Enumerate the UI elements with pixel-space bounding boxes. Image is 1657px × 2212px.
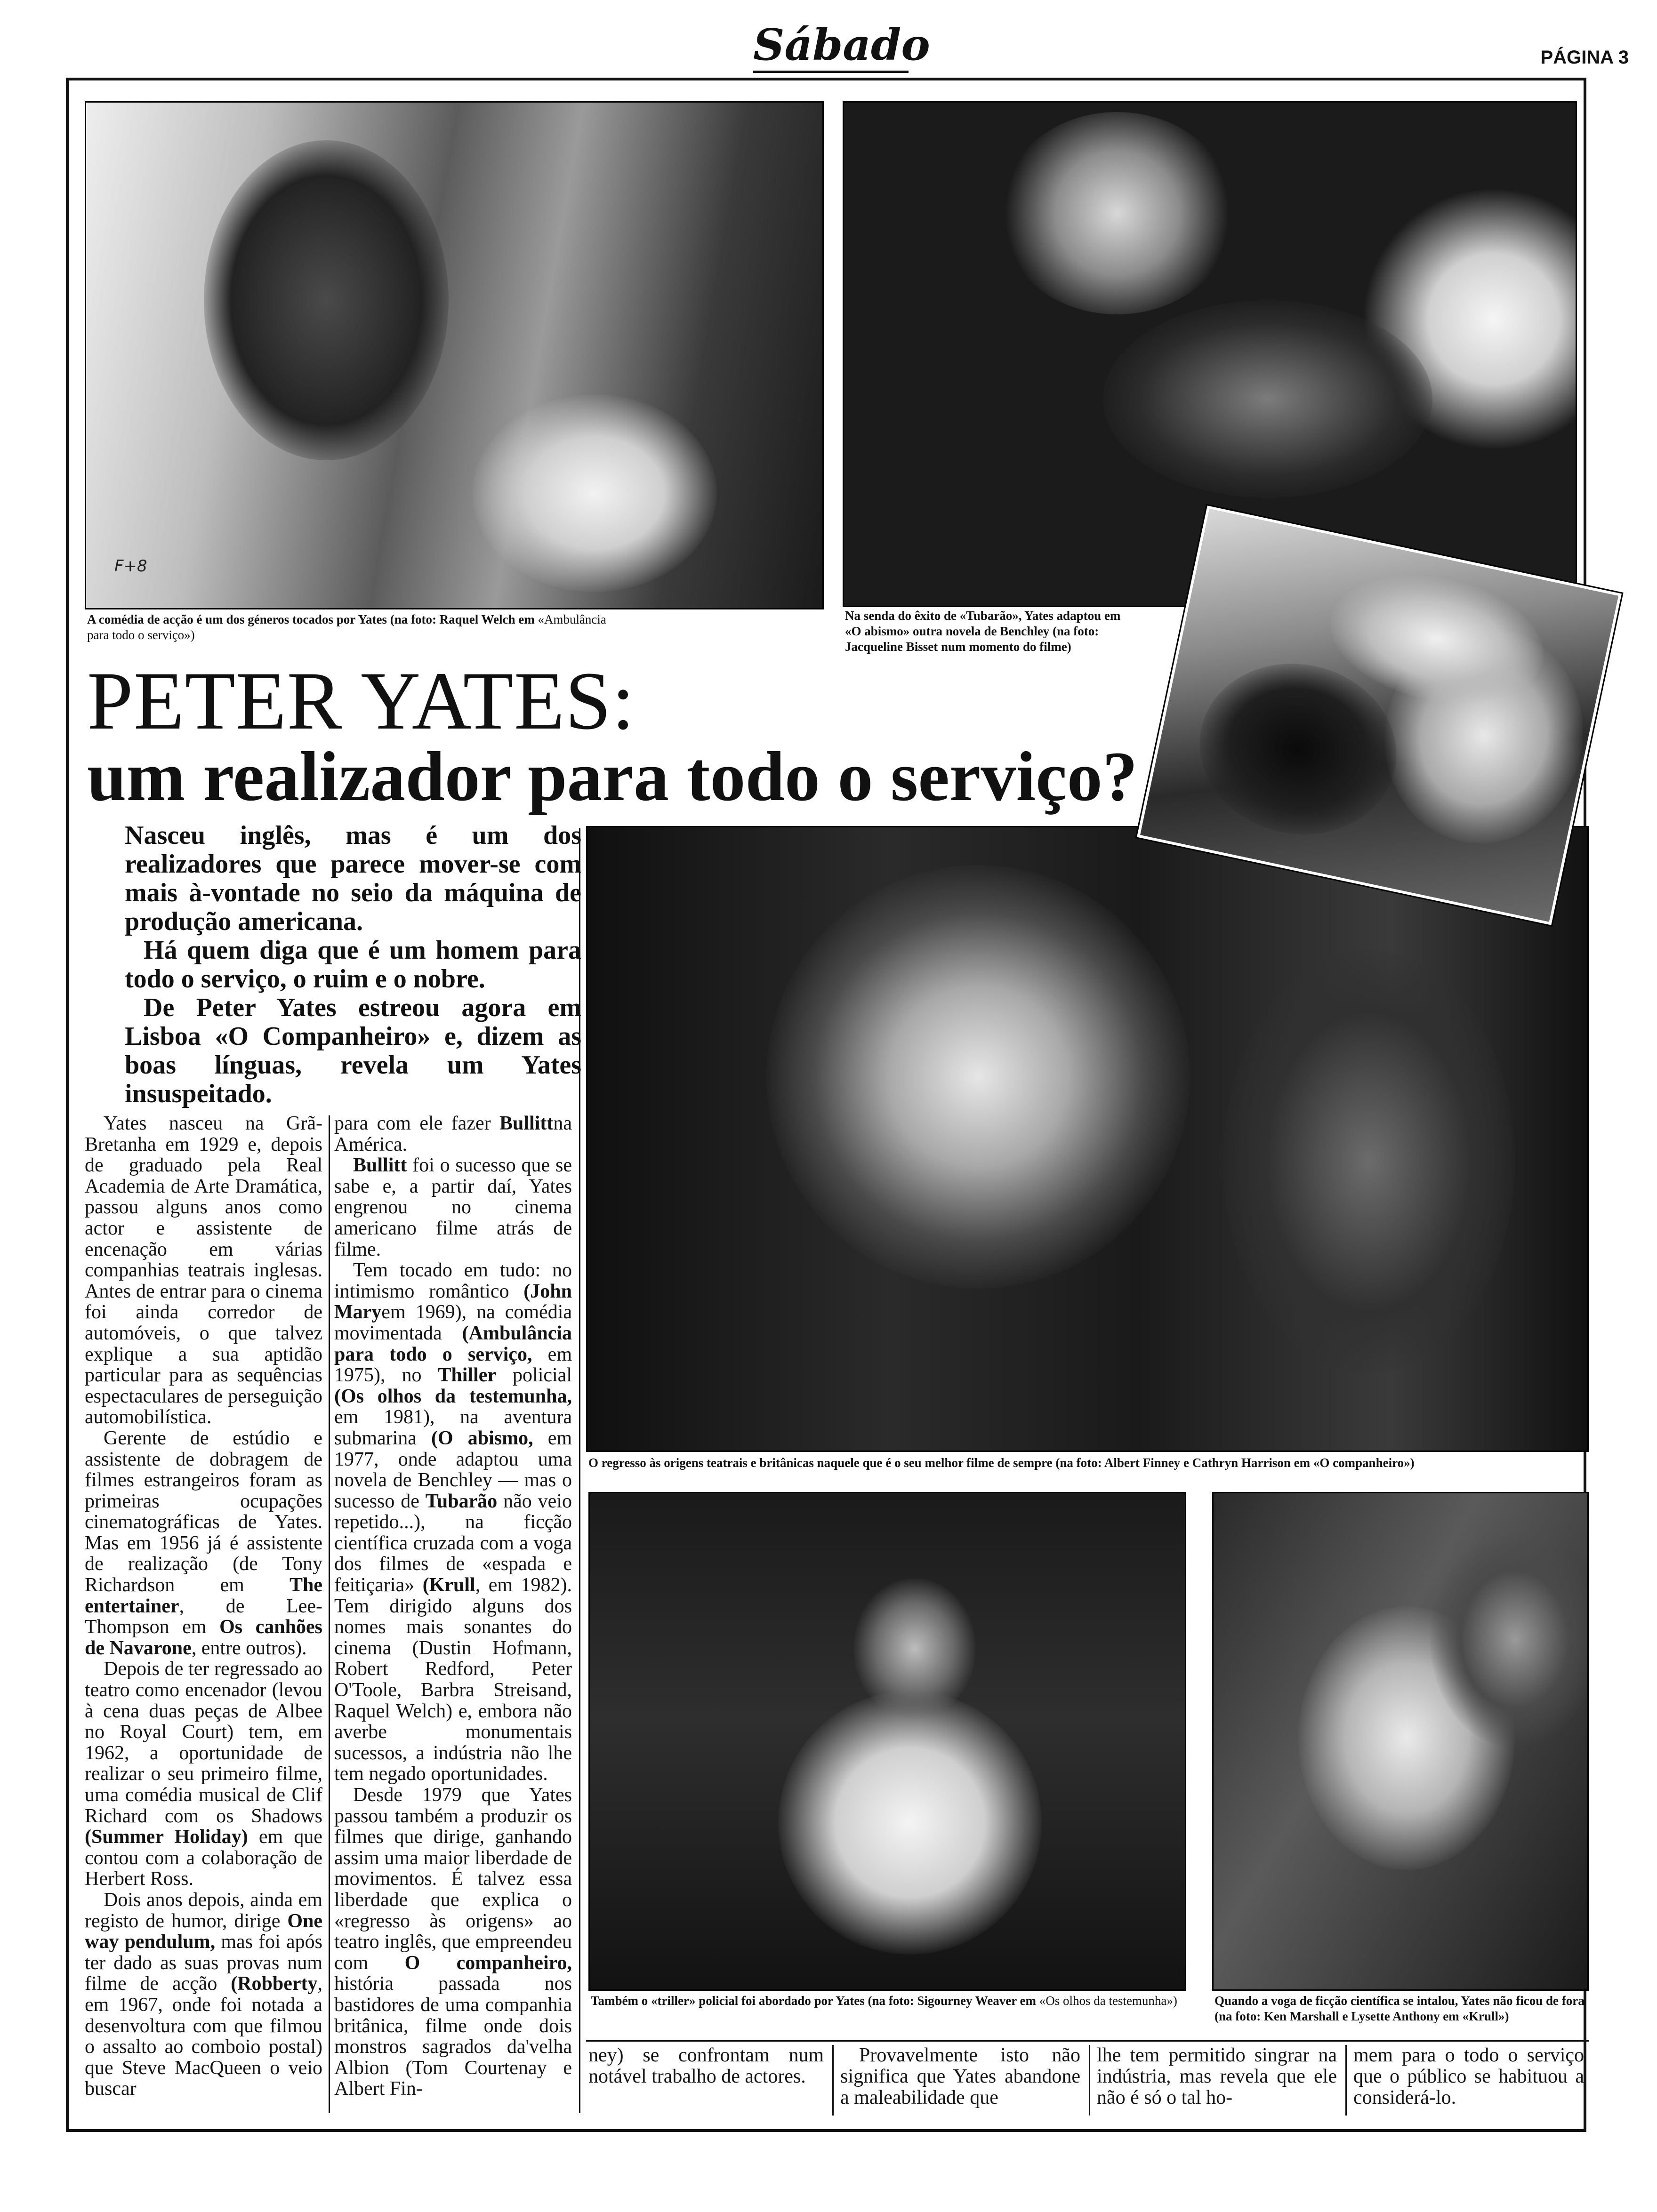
body-text: mem para o todo o serviço que o público se habituou a considerá-lo. (1353, 2044, 1584, 2108)
body-text: ney) se confrontam num notável trabalho de actores. (588, 2044, 824, 2087)
film-title: One way pendulum, (85, 1910, 322, 1953)
film-title: Thiller (438, 1364, 497, 1387)
photo-albert-finney (586, 826, 1589, 1452)
body-text: Provavelmente isto não significa que Yates abandone a maleabilidade que (840, 2044, 1080, 2108)
body-text: policial (496, 1364, 572, 1387)
body-text: , em 1982). Tem dirigido alguns dos nomes mais sonantes do cinema (Dustin Hofmann, Robert Redford, Peter O'Toole, Barbra Streisand, Raquel Welch) e, embora não averbe monumentais sucessos, a indústria não lhe tem negado oportunidades. (334, 1574, 572, 1785)
column-rule (329, 1115, 330, 2113)
caption-photo-1 (87, 612, 624, 643)
bottom-column-4 (1353, 2045, 1584, 2108)
body-paragraph (85, 1890, 322, 2100)
column-rule (1345, 2045, 1347, 2116)
body-column-2 (334, 1113, 572, 2100)
lede-paragraph: Há quem diga que é um homem para todo o serviço, o ruim e o nobre. (125, 936, 581, 994)
body-text: , em 1967, onde foi notada a desenvoltura com que filmou o assalto ao comboio postal) que Steve MacQueen o veio buscar (85, 1973, 322, 2100)
body-paragraph (334, 1155, 572, 1260)
body-paragraph (85, 1428, 322, 1659)
photo-inscription: F+8 (114, 557, 147, 576)
caption-photo-3: O regresso às origens teatrais e britânicas naquele que é o seu melhor filme de sempre (na foto: Albert Finney e Cathryn Harrison em «O companheiro») (588, 1456, 1415, 1470)
body-paragraph (334, 1785, 572, 2100)
film-title: Os canhões de Navarone (85, 1616, 323, 1659)
body-paragraph (334, 1113, 572, 1155)
bottom-column-1 (588, 2045, 824, 2087)
body-text: em 1969), na comédia movimentada (334, 1301, 572, 1344)
body-text: lhe tem permitido singrar na indústria, mas revela que ele não é só o tal ho- (1097, 2044, 1337, 2108)
body-column-1 (85, 1113, 322, 2100)
caption-photo-4-bold: Também o «triller» policial foi abordado por Yates (na foto: Sigourney Weaver em (591, 1994, 1039, 2008)
page-number: PÁGINA 3 (1540, 47, 1629, 68)
lede (125, 821, 581, 1108)
body-text: Tem tocado em tudo: no intimismo romântico (334, 1259, 572, 1302)
body-text: Depois de ter regressado ao teatro como encenador (levou à cena duas peças de Albee no Royal Court) tem, em 1962, a oportunidade de realizar o seu primeiro filme, uma comédia musical de Clif Richard com os Shadows (85, 1658, 322, 1827)
film-title: Tubarão (425, 1490, 498, 1512)
caption-photo-4-regular: «Os olhos da testemunha») (1039, 1994, 1177, 2008)
body-text: para com ele fazer (334, 1113, 499, 1134)
lede-paragraph: Nasceu inglês, mas é um dos realizadores que parece mover-se com mais à-vontade no seio da máquina de produção americana. (125, 821, 581, 936)
body-text: foi o sucesso que se sabe e, a partir daí, Yates engrenou no cinema americano filme atrás de filme. (334, 1154, 572, 1260)
film-title: (Robberty (231, 1973, 318, 1995)
film-title: (O abismo, (431, 1427, 533, 1449)
body-text: em que contou com a colaboração de Herbert Ross. (85, 1826, 322, 1890)
film-title: The entertainer (85, 1574, 322, 1617)
caption-photo-1-bold: A comédia de acção é um dos géneros tocados por Yates (na foto: Raquel Welch em (87, 612, 538, 626)
body-text: em 1977, onde adaptou uma novela de Benchley — mas o sucesso de (334, 1427, 572, 1512)
body-text: história passada nos bastidores de uma companhia britânica, filme onde dois monstros sagrados da'velha Albion (Tom Courtenay e Albert Fin- (334, 1973, 572, 2100)
column-rule (1089, 2045, 1090, 2116)
column-rule (579, 828, 580, 2113)
body-paragraph (85, 1113, 322, 1428)
body-text: Dois anos depois, ainda em registo de humor, dirige (85, 1889, 322, 1932)
film-title: (John Mary (334, 1280, 572, 1323)
body-paragraph (85, 1659, 322, 1890)
bottom-rule (586, 2040, 1589, 2042)
photo-krull (1212, 1492, 1589, 1991)
film-title: (Krull (422, 1574, 475, 1596)
film-title: (Summer Holiday) (85, 1826, 248, 1848)
body-text: , de Lee-Thompson em (85, 1595, 322, 1638)
body-text: Gerente de estúdio e assistente de dobragem de filmes estrangeiros foram as primeiras ocupações cinematográficas de Yates. Mas em 1956 já é assistente de realização (de Tony Richardson em (85, 1427, 322, 1596)
photo-raquel-welch (85, 101, 824, 609)
film-title: O companheiro, (404, 1952, 572, 1974)
headline-line-2: um realizador para todo o serviço? (87, 737, 1138, 816)
caption-photo-1-regular: «Ambulância para todo o serviço») (87, 612, 606, 642)
caption-photo-5: Quando a voga de ficção científica se intalou, Yates não ficou de fora (na foto: Ken Marshall e Lysette Anthony em «Krull») (1215, 1994, 1585, 2023)
film-title: (Os olhos da testemunha, (334, 1385, 572, 1407)
body-text: mas foi após ter dado as suas provas num filme de acção (85, 1931, 323, 1995)
lede-paragraph: De Peter Yates estreou agora em Lisboa «O Companheiro» e, dizem as boas línguas, revela um Yates insuspeitado. (125, 993, 581, 1108)
body-text: em 1981), na aventura submarina (334, 1406, 572, 1449)
film-title: (Ambulância para todo o serviço, (334, 1322, 572, 1365)
body-paragraph (334, 1260, 572, 1785)
body-text: na América. (334, 1113, 572, 1155)
film-title: Bullitt (499, 1113, 554, 1134)
body-text: não veio repetido...), na ficção científica cruzada com a voga dos filmes de «espada e feitiçaria» (334, 1490, 572, 1596)
masthead-title: Sábado (753, 19, 909, 73)
column-rule (832, 2045, 834, 2116)
body-text: Desde 1979 que Yates passou também a produzir os filmes que dirige, ganhando assim uma maior liberdade de movimentos. É talvez essa liberdade que explica o «regresso às origens» ao teatro inglês, que empreendeu com (334, 1784, 572, 1974)
body-text: Yates nasceu na Grã-Bretanha em 1929 e, depois de graduado pela Real Academia de Arte Dramática, passou alguns anos como actor e assistente de encenação em várias companhias teatrais inglesas. Antes de entrar para o cinema foi ainda corredor de automóveis, o que talvez explique a sua aptidão particular para as sequências espectaculares de perseguição automobilística. (85, 1113, 322, 1428)
body-text: em 1975), no (334, 1343, 572, 1387)
caption-photo-2: Na senda do êxito de «Tubarão», Yates adaptou em «O abismo» outra novela de Benchley (na foto: Jacqueline Bisset num momento do filme) (845, 609, 1121, 654)
body-text: , entre outros). (191, 1637, 307, 1659)
photo-sigourney-weaver (588, 1492, 1186, 1991)
headline-line-1: PETER YATES: (87, 655, 635, 747)
bottom-column-3 (1097, 2045, 1337, 2108)
bottom-column-2 (840, 2045, 1080, 2108)
caption-photo-4 (591, 1993, 1189, 2009)
film-title: Bullitt (353, 1154, 407, 1177)
